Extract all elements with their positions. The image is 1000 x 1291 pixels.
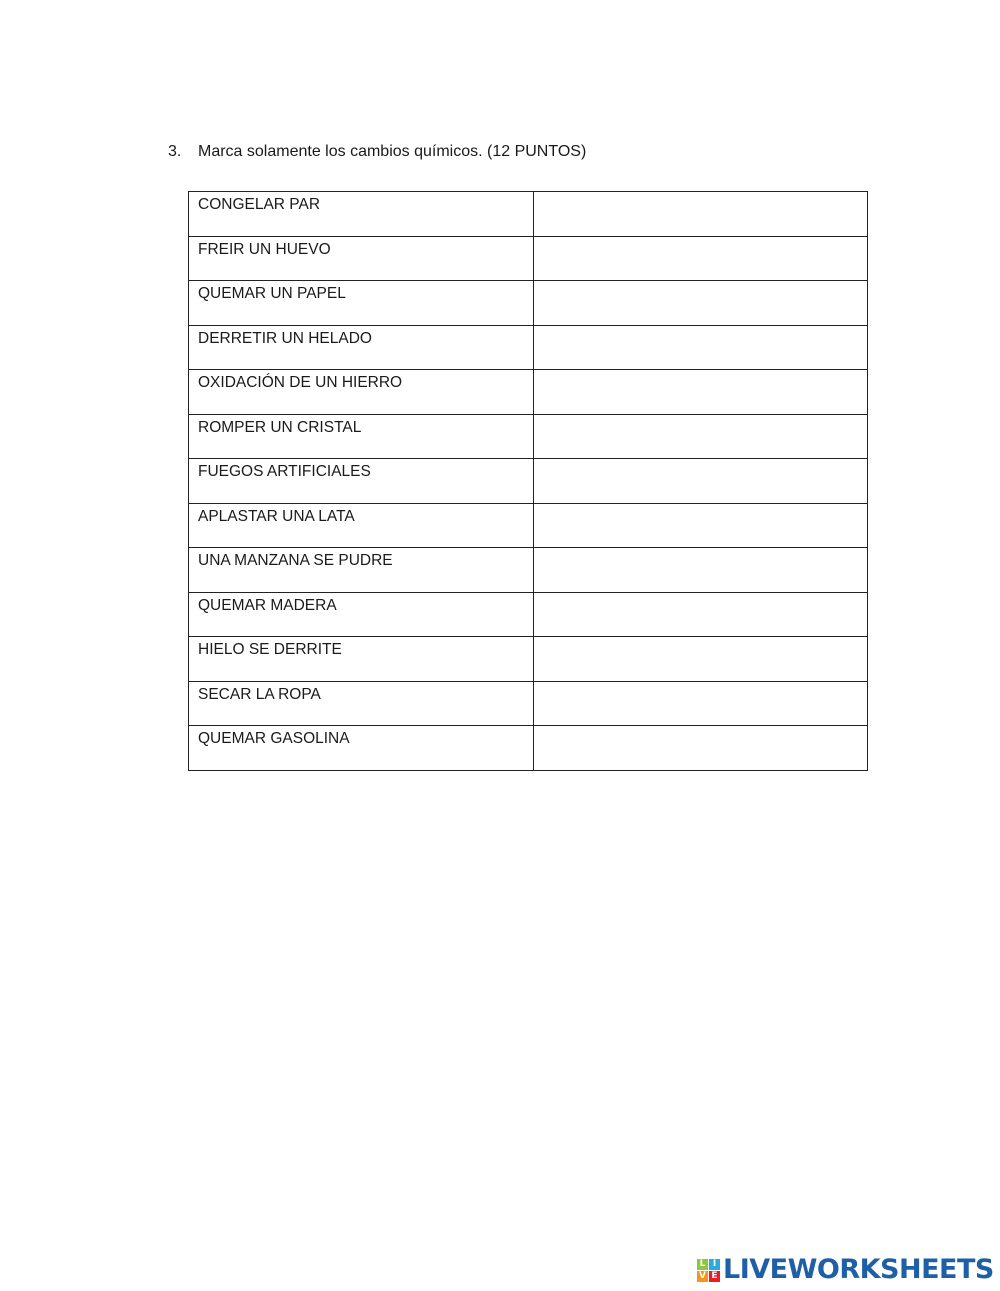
table-row	[189, 548, 868, 593]
change-label: FUEGOS ARTIFICIALES	[198, 463, 371, 480]
table-row	[189, 592, 868, 637]
change-label-cell	[189, 548, 534, 593]
answer-cell[interactable]	[534, 592, 868, 637]
answer-cell[interactable]	[534, 503, 868, 548]
table-row	[189, 325, 868, 370]
table-row	[189, 637, 868, 682]
answer-cell[interactable]	[534, 459, 868, 504]
change-label-cell	[189, 370, 534, 415]
change-label: QUEMAR GASOLINA	[198, 730, 350, 747]
change-label: HIELO SE DERRITE	[198, 641, 342, 658]
logo-tile: V	[697, 1271, 708, 1282]
change-label-cell	[189, 414, 534, 459]
table-row	[189, 459, 868, 504]
change-label-cell	[189, 236, 534, 281]
change-label-cell	[189, 459, 534, 504]
answer-cell[interactable]	[534, 414, 868, 459]
logo-tile: E	[709, 1271, 720, 1282]
question-number: 3.	[168, 143, 182, 160]
answer-cell[interactable]	[534, 370, 868, 415]
change-label-cell	[189, 592, 534, 637]
table-row	[189, 503, 868, 548]
change-label: ROMPER UN CRISTAL	[198, 418, 362, 436]
change-label-cell	[189, 637, 534, 682]
change-label-cell	[189, 503, 534, 548]
answer-cell[interactable]	[534, 281, 868, 326]
answer-cell[interactable]	[534, 236, 868, 281]
change-label-cell	[189, 281, 534, 326]
table-row	[189, 192, 868, 237]
answer-cell[interactable]	[534, 325, 868, 370]
answer-cell[interactable]	[534, 726, 868, 771]
liveworksheets-logo	[697, 1255, 994, 1285]
logo-tile: L	[697, 1259, 708, 1270]
table-row	[189, 281, 868, 326]
change-label-cell	[189, 726, 534, 771]
changes-table	[188, 191, 868, 771]
answer-cell[interactable]	[534, 192, 868, 237]
table-row	[189, 236, 868, 281]
brand-name: LIVEWORKSHEETS	[723, 1254, 994, 1285]
change-label: QUEMAR MADERA	[198, 596, 337, 614]
answer-cell[interactable]	[534, 681, 868, 726]
change-label: CONGELAR PAR	[198, 196, 321, 213]
change-label: SECAR LA ROPA	[198, 685, 321, 703]
question-text: Marca solamente los cambios químicos. (12 PUNTOS)	[198, 143, 587, 160]
question-heading	[168, 142, 586, 162]
change-label: APLASTAR UNA LATA	[198, 507, 355, 525]
table-row	[189, 414, 868, 459]
answer-cell[interactable]	[534, 548, 868, 593]
change-label: FREIR UN HUEVO	[198, 240, 331, 258]
change-label: OXIDACIÓN DE UN HIERRO	[198, 374, 403, 391]
table-row	[189, 370, 868, 415]
table-row	[189, 726, 868, 771]
change-label-cell	[189, 192, 534, 237]
logo-tile: I	[709, 1259, 720, 1270]
change-label: DERRETIR UN HELADO	[198, 329, 372, 347]
answer-cell[interactable]	[534, 637, 868, 682]
live-cube-icon	[697, 1259, 720, 1282]
change-label: UNA MANZANA SE PUDRE	[198, 552, 393, 569]
table-row	[189, 681, 868, 726]
change-label-cell	[189, 325, 534, 370]
change-label-cell	[189, 681, 534, 726]
change-label: QUEMAR UN PAPEL	[198, 285, 346, 302]
